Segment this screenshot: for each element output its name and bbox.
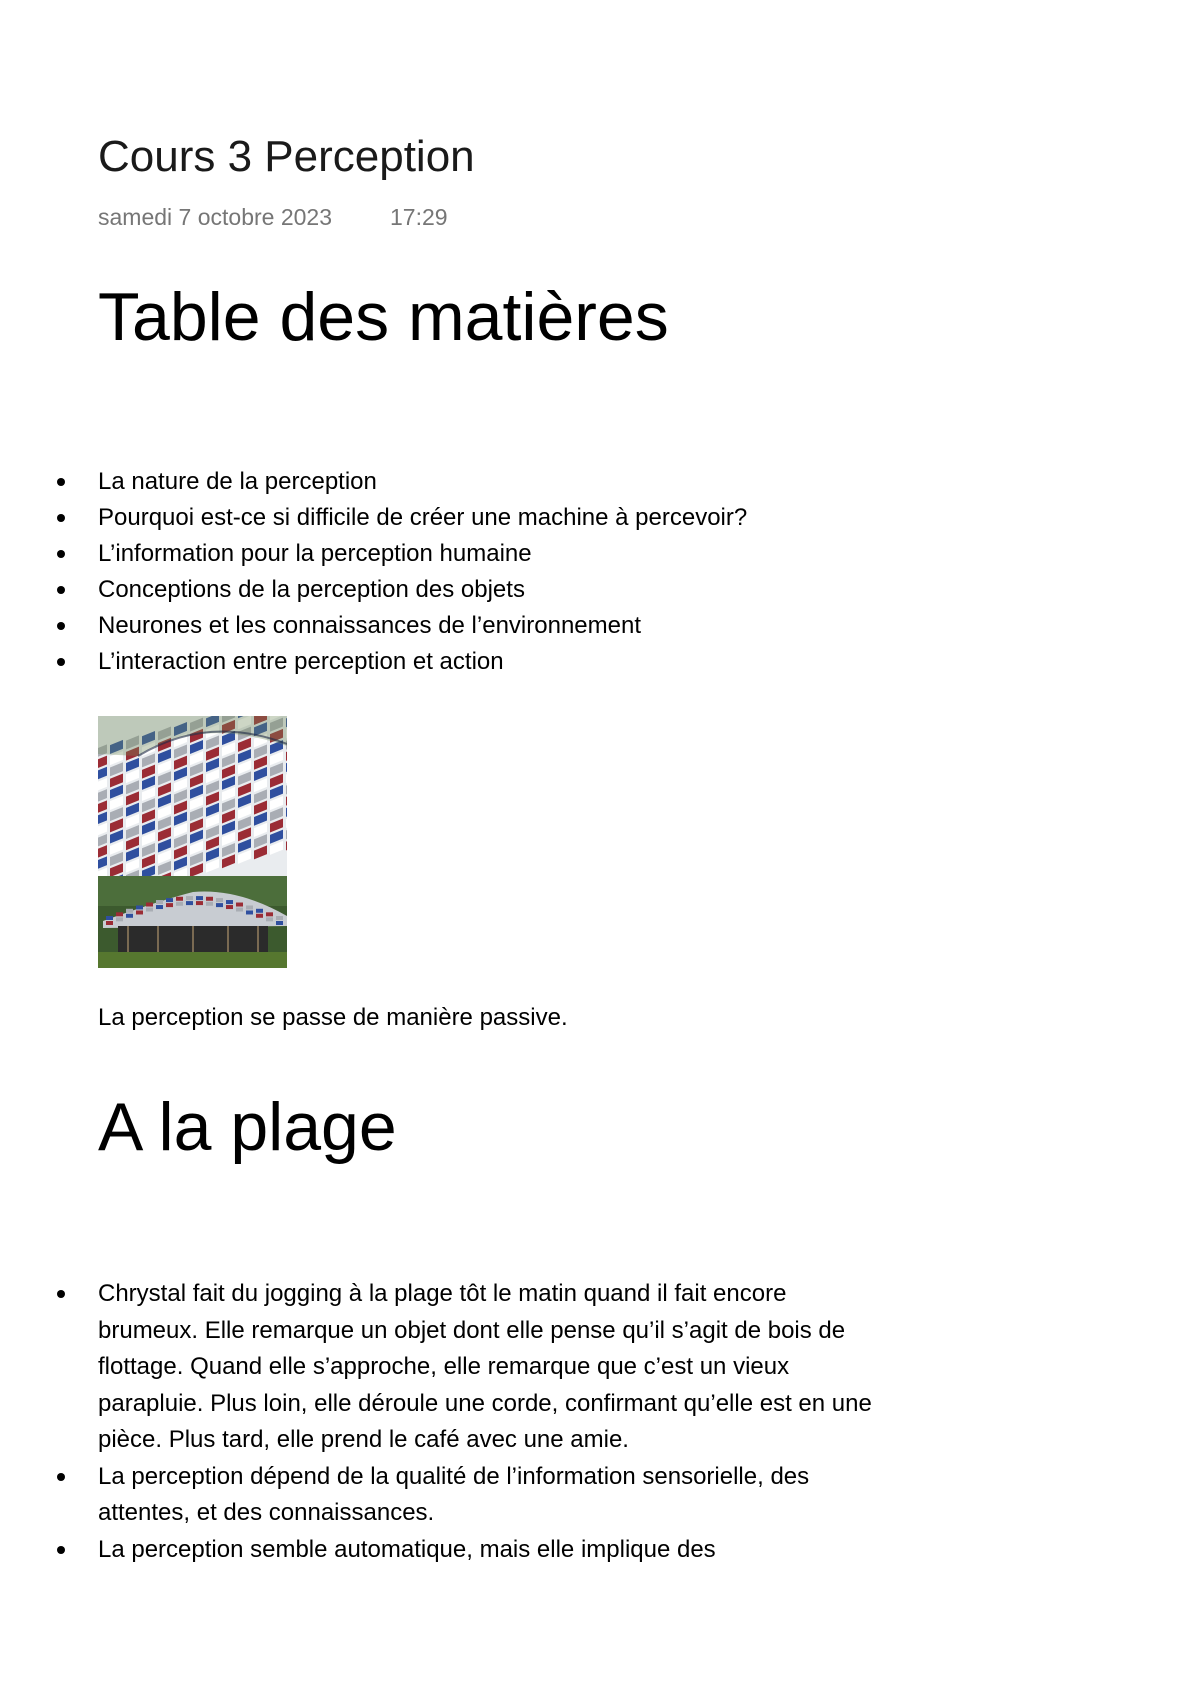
toc-item: L’information pour la perception humaine — [0, 536, 900, 572]
note-meta — [98, 204, 448, 231]
toc-item: Neurones et les connaissances de l’environnement — [0, 608, 900, 644]
roof-tile — [196, 896, 203, 900]
roof-tile — [126, 909, 133, 913]
roof-tile — [276, 916, 283, 920]
toc-item: La nature de la perception — [0, 464, 900, 500]
beach-item: La perception dépend de la qualité de l’information sensorielle, des attentes, et des connaissances. — [0, 1459, 885, 1532]
roof-tile — [226, 905, 233, 909]
roof-tile — [136, 905, 143, 909]
toc-item: Pourquoi est-ce si difficile de créer une machine à percevoir? — [0, 500, 900, 536]
roof-tile — [206, 902, 213, 906]
roof-tile — [256, 914, 263, 918]
checkered-pavilion-image — [98, 716, 287, 968]
roof-tile — [236, 903, 243, 907]
roof-tile — [116, 917, 123, 921]
roof-tile — [166, 898, 173, 902]
roof-tile — [216, 898, 223, 902]
roof-tile — [176, 897, 183, 901]
caption-text: La perception se passe de manière passive. — [98, 1004, 568, 1031]
roof-tile — [266, 917, 273, 921]
roof-tile — [146, 903, 153, 907]
roof-tile — [276, 921, 283, 925]
toc-item: L’interaction entre perception et action — [0, 644, 900, 680]
roof-tile — [106, 921, 113, 925]
roof-tile — [266, 912, 273, 916]
beach-section — [0, 1268, 1200, 1584]
page-title: Cours 3 Perception — [98, 132, 475, 181]
roof-tile — [256, 909, 263, 913]
roof-tile — [186, 896, 193, 900]
beach-item: Chrystal fait du jogging à la plage tôt le matin quand il fait encore brumeux. Elle remarque un objet dont elle pense qu’il s’agit de bois de flottage. Quand elle s’approche, elle remarque que c’est un vieux parapluie. Plus loin, elle déroule une corde, confirmant qu’elle est en une pièce. Plus tard, elle prend le café avec une amie. — [0, 1276, 885, 1459]
roof-tile — [196, 901, 203, 905]
toc-item: Conceptions de la perception des objets — [0, 572, 900, 608]
note-time: 17:29 — [390, 204, 448, 230]
checkered-pavilion-icon — [98, 716, 287, 968]
roof-tile — [116, 912, 123, 916]
beach-item: La perception semble automatique, mais elle implique des — [0, 1532, 885, 1569]
roof-tile — [106, 916, 113, 920]
roof-tile — [246, 910, 253, 914]
roof-tile — [146, 908, 153, 912]
roof-tile — [156, 900, 163, 904]
note-date: samedi 7 octobre 2023 — [98, 204, 332, 230]
toc-heading: Table des matières — [98, 279, 669, 355]
roof-tile — [126, 914, 133, 918]
roof-tile — [166, 903, 173, 907]
roof-tile — [176, 902, 183, 906]
toc-list — [0, 464, 900, 680]
roof-tile — [206, 897, 213, 901]
beach-list — [0, 1276, 885, 1568]
roof-tile — [136, 910, 143, 914]
roof-tile — [186, 901, 193, 905]
beach-heading: A la plage — [98, 1089, 397, 1165]
roof-tile — [216, 903, 223, 907]
roof-tile — [236, 908, 243, 912]
roof-tile — [226, 900, 233, 904]
roof-tile — [156, 905, 163, 909]
roof-tile — [246, 905, 253, 909]
